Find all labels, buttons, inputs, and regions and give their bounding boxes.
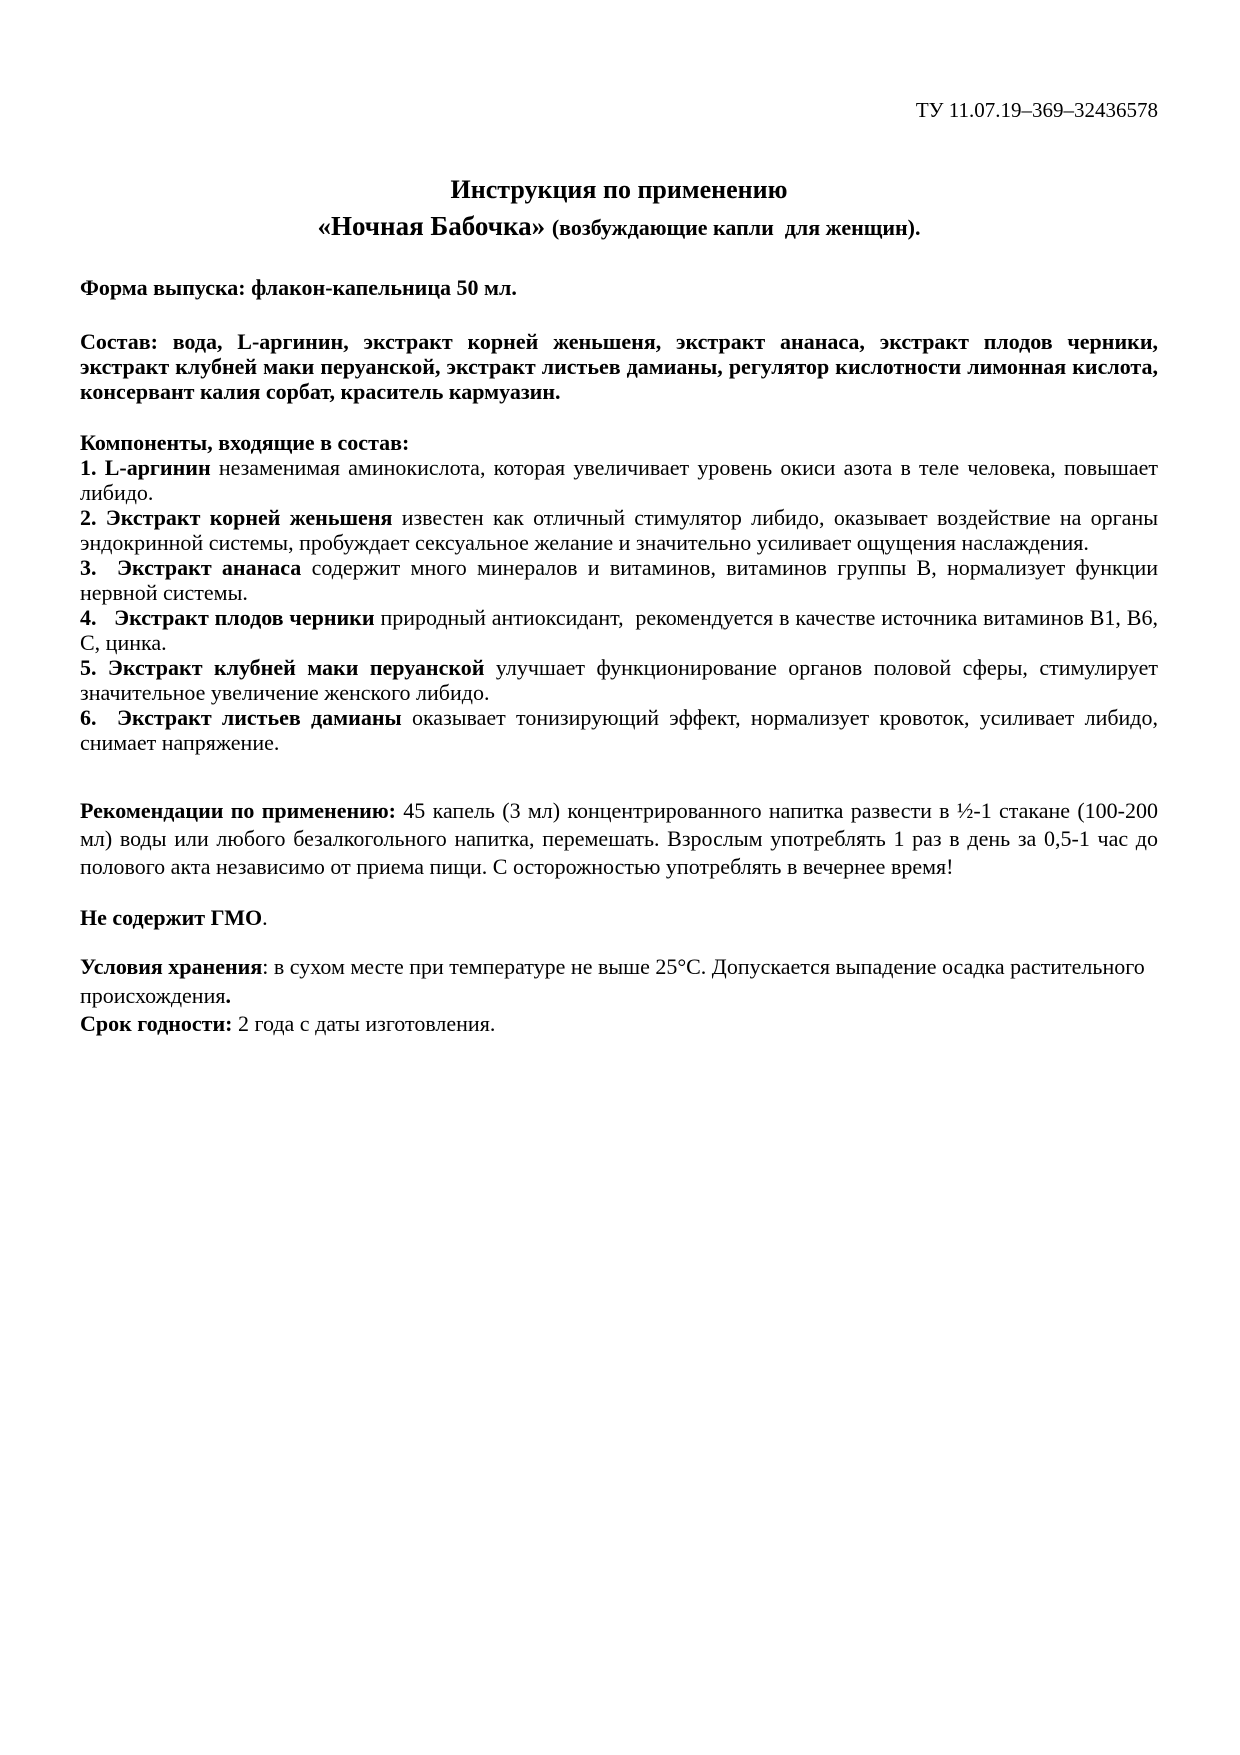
component-item-6-description: оказывает тонизирующий эффект, нормализует кровоток, усиливает либидо, снимает напряжение.	[80, 705, 1158, 755]
release-form-paragraph: Форма выпуска: флакон-капельница 50 мл.	[80, 275, 517, 300]
shelf-life-text: 2 года с даты изготовления.	[232, 1011, 496, 1036]
component-item-5-description: улучшает функционирование органов половой сферы, стимулирует значительное увеличение женского либидо.	[80, 655, 1158, 705]
storage-period: .	[225, 983, 231, 1008]
storage-text: : в сухом месте при температуре не выше 25°С. Допускается выпадение осадка растительного происхождения	[80, 954, 1145, 1008]
document-subtitle	[80, 207, 1158, 247]
component-item-2-description: известен как отличный стимулятор либидо, оказывает воздействие на органы эндокринной системы, пробуждает сексуальное желание и значительно усиливает ощущения наслаждения.	[80, 505, 1159, 555]
recommendations-paragraph	[80, 797, 1158, 881]
component-item-6	[80, 705, 1158, 755]
component-item-1	[80, 455, 1158, 505]
components-section	[80, 430, 1158, 755]
document-title: Инструкция по применению	[450, 175, 788, 204]
component-item-3-description: содержит много минералов и витаминов, витаминов группы В, нормализует функции нервной системы.	[80, 555, 1158, 605]
shelf-life-paragraph	[80, 1010, 1158, 1037]
component-item-4-name: 4. Экстракт плодов черники	[80, 605, 375, 630]
gmo-period: .	[262, 905, 268, 930]
component-item-5	[80, 655, 1158, 705]
composition-paragraph: Состав: вода, L-аргинин, экстракт корней женьшеня, экстракт ананаса, экстракт плодов черники, экстракт клубней маки перуанской, экстракт листьев дамианы, регулятор кислотности лимонная кислота, консервант калия сорбат, краситель кармуазин.	[80, 329, 1158, 404]
shelf-life-label: Срок годности:	[80, 1011, 233, 1036]
storage-conditions-paragraph	[80, 952, 1158, 1010]
component-item-3-name: 3. Экстракт ананаса	[80, 555, 302, 580]
component-item-6-name: 6. Экстракт листьев дамианы	[80, 705, 402, 730]
component-item-2	[80, 505, 1158, 555]
component-item-5-name: 5. Экстракт клубней маки перуанской	[80, 655, 485, 680]
recommendations-text: 45 капель (3 мл) концентрированного напитка развести в ½-1 стакане (100-200 мл) воды или любого безалкогольного напитка, перемешать. Взрослым употреблять 1 раз в день за 0,5-1 час до полового акта независимо от приема пищи. С осторожностью употреблять в вечернее время!	[80, 798, 1159, 879]
tu-standard-number: ТУ 11.07.19–369–32436578	[915, 98, 1158, 122]
gmo-statement	[80, 905, 1158, 930]
document-title-block	[80, 173, 1158, 247]
recommendations-label: Рекомендации по применению:	[80, 798, 396, 823]
gmo-label: Не содержит ГМО	[80, 905, 263, 930]
component-item-1-description: незаменимая аминокислота, которая увеличивает уровень окиси азота в теле человека, повышает либидо.	[80, 455, 1158, 505]
product-qualifier: (возбуждающие капли для женщин).	[551, 215, 921, 240]
product-name: «Ночная Бабочка»	[317, 211, 552, 241]
component-item-3	[80, 555, 1158, 605]
components-header: Компоненты, входящие в состав:	[80, 430, 410, 455]
storage-label: Условия хранения	[80, 954, 263, 979]
component-item-2-name: 2. Экстракт корней женьшеня	[80, 505, 393, 530]
component-item-4	[80, 605, 1158, 655]
component-item-1-name: 1. L-аргинин	[80, 455, 211, 480]
component-item-4-description: природный антиоксидант, рекомендуется в качестве источника витаминов В1, В6, С, цинка.	[80, 605, 1158, 655]
